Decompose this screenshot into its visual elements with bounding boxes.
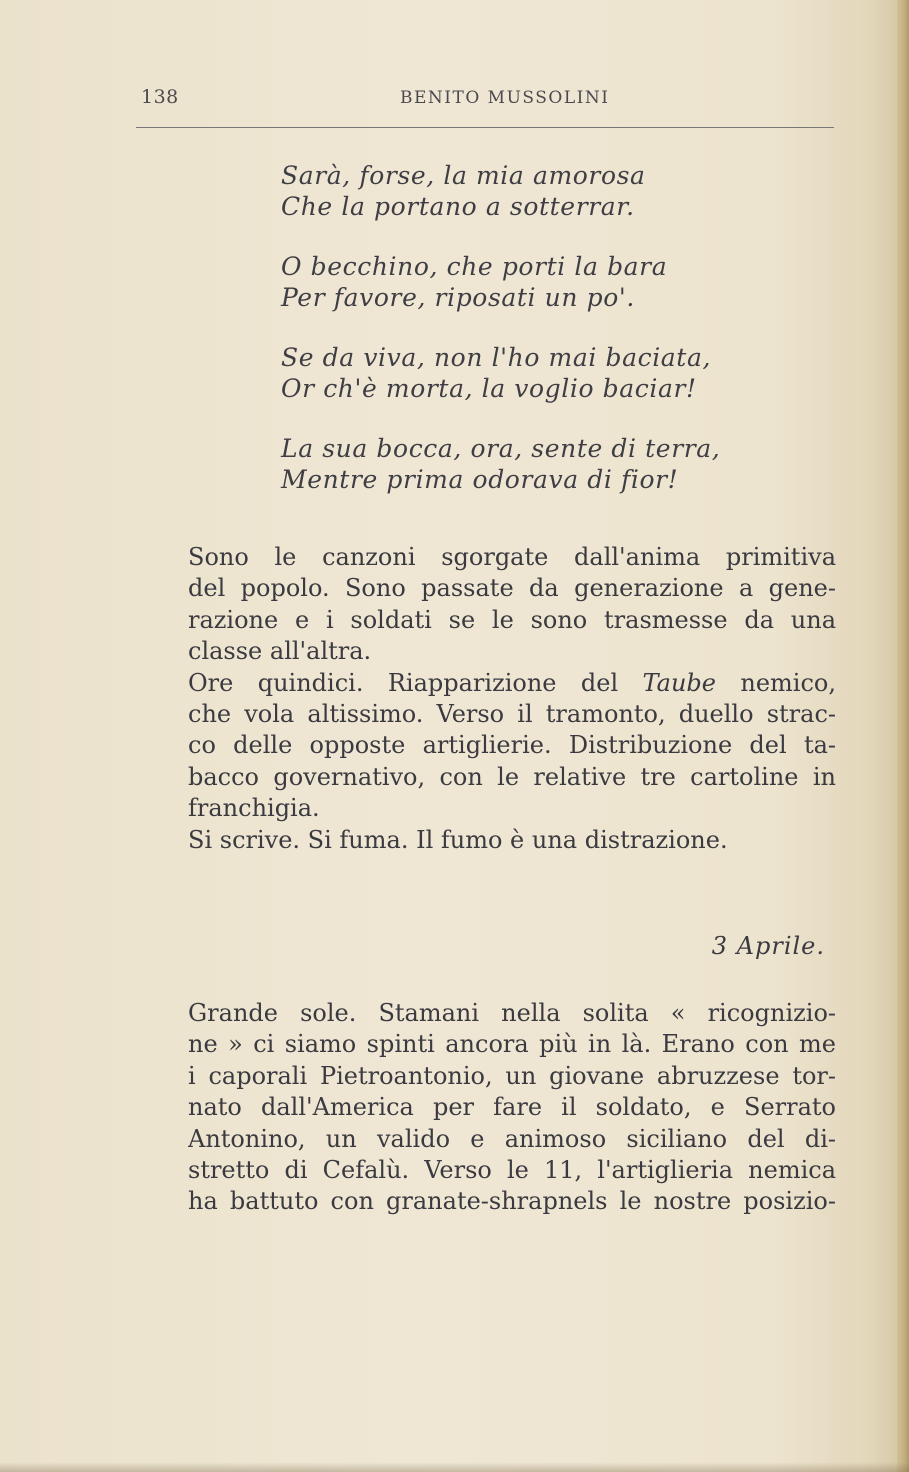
poem-verse: Or ch'è morta, la voglio baciar! xyxy=(281,374,697,403)
poem-stanza xyxy=(281,433,801,495)
page-edge-shadow xyxy=(897,0,909,1472)
poem-verse: Mentre prima odorava di fior! xyxy=(281,465,679,494)
poem-verse: La sua bocca, ora, sente di terra, xyxy=(281,434,721,463)
text-line: Grande sole. Stamani nella solita « ricognizio- xyxy=(188,999,836,1027)
text-line xyxy=(188,668,836,699)
text-line: ha battuto con granate-shrapnels le nostre posizio- xyxy=(188,1187,836,1216)
text-line: bacco governativo, con le relative tre cartoline in xyxy=(188,762,836,791)
poem-stanza xyxy=(281,251,801,313)
text-line: franchigia. xyxy=(188,794,320,823)
text-line: che vola altissimo. Verso il tramonto, duello strac- xyxy=(188,699,836,728)
poem-verse: Per favore, riposati un po'. xyxy=(281,283,635,312)
text-line: razione e i soldati se le sono trasmesse da una xyxy=(188,605,836,634)
text-line: del popolo. Sono passate da generazione a gene- xyxy=(188,574,836,603)
text-line: classe all'altra. xyxy=(188,637,372,666)
poem-stanza xyxy=(281,160,801,222)
text-line: ne » ci siamo spinti ancora più in là. Erano con me xyxy=(188,1030,836,1059)
prose-paragraph-2 xyxy=(188,998,836,1218)
text-segment: Ore quindici. Riapparizione del xyxy=(188,668,619,697)
poem-verse: O becchino, che porti la bara xyxy=(281,252,668,281)
text-line: nato dall'America per fare il soldato, e Serrato xyxy=(188,1093,836,1122)
page-number: 138 xyxy=(141,86,179,108)
text-segment: nemico, xyxy=(740,668,836,697)
poem-verse: Sarà, forse, la mia amorosa xyxy=(281,161,646,190)
date-heading: 3 Aprile. xyxy=(711,932,825,960)
header-rule xyxy=(136,127,834,128)
running-title: BENITO MUSSOLINI xyxy=(400,88,610,108)
text-line: Si scrive. Si fuma. Il fumo è una distrazione. xyxy=(188,825,728,854)
prose-paragraph-1 xyxy=(188,542,836,856)
text-line: stretto di Cefalù. Verso le 11, l'artiglieria nemica xyxy=(188,1155,836,1184)
text-line: Sono le canzoni sgorgate dall'anima primitiva xyxy=(188,543,836,571)
text-line: co delle opposte artiglierie. Distribuzione del ta- xyxy=(188,731,836,760)
poem-verse: Se da viva, non l'ho mai baciata, xyxy=(281,343,711,372)
italic-term: Taube xyxy=(642,668,716,697)
text-line: Antonino, un valido e animoso siciliano del di- xyxy=(188,1124,836,1153)
page-bottom-shadow xyxy=(0,1462,909,1472)
poem-stanza xyxy=(281,342,801,404)
running-head xyxy=(0,86,909,116)
poem xyxy=(281,160,801,524)
poem-verse: Che la portano a sotterrar. xyxy=(281,192,635,221)
text-line: i caporali Pietroantonio, un giovane abruzzese tor- xyxy=(188,1061,836,1090)
